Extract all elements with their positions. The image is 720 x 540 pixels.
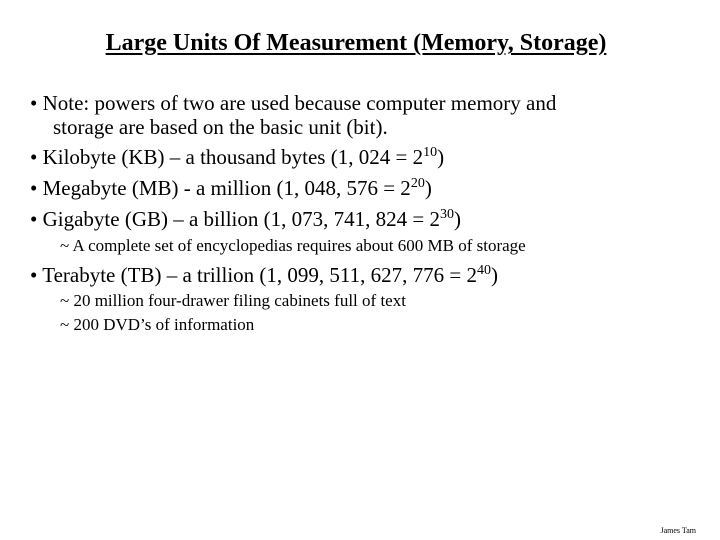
bullet-note <box>30 91 556 139</box>
gigabyte-close: ) <box>453 207 461 231</box>
kilobyte-text: • Kilobyte (KB) – a thousand bytes (1, 024 = 2 <box>30 145 424 169</box>
bullet-megabyte <box>30 176 432 200</box>
bullet-terabyte <box>30 263 498 287</box>
terabyte-close: ) <box>491 263 498 287</box>
slide-title: Large Units Of Measurement (Memory, Storage) <box>105 30 607 56</box>
bullet-gigabyte <box>30 207 461 231</box>
gigabyte-note: ~ A complete set of encyclopedias requires about 600 MB of storage <box>60 236 526 255</box>
bullet-kilobyte <box>30 145 444 169</box>
terabyte-note-dvds: ~ 200 DVD’s of information <box>60 315 255 334</box>
megabyte-text: • Megabyte (MB) - a million (1, 048, 576 = 2 <box>30 176 411 200</box>
bullet-note-line1: • Note: powers of two are used because computer memory and <box>30 91 557 115</box>
footer-author: James Tam <box>660 526 696 535</box>
gigabyte-text: • Gigabyte (GB) – a billion (1, 073, 741, 824 = 2 <box>30 207 440 231</box>
gigabyte-exponent: 30 <box>439 207 454 222</box>
terabyte-exponent: 40 <box>477 263 491 278</box>
kilobyte-exponent: 10 <box>423 145 438 160</box>
megabyte-close: ) <box>424 176 432 200</box>
terabyte-note-cabinets: ~ 20 million four-drawer filing cabinets full of text <box>60 291 406 310</box>
bullet-note-line2: storage are based on the basic unit (bit). <box>53 115 388 139</box>
terabyte-text: • Terabyte (TB) – a trillion (1, 099, 511, 627, 776 = 2 <box>30 263 477 287</box>
kilobyte-close: ) <box>437 145 445 169</box>
megabyte-exponent: 20 <box>410 176 425 191</box>
